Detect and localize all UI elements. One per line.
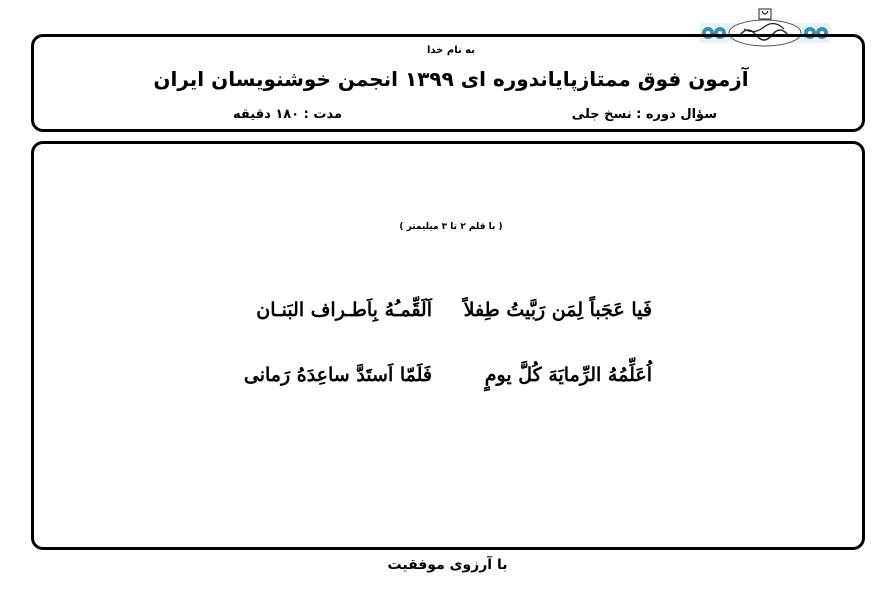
verse-1-left: اَلَقِّمـُهُ بِاَطـراف البَنـان xyxy=(256,299,432,321)
course-label: سؤال دوره : نسخ جلی xyxy=(571,107,717,122)
pen-instruction: ( با قلم ۲ تا ۳ میلیمتر ) xyxy=(399,222,503,232)
basmala: به نام خدا xyxy=(426,45,476,56)
exam-title: آزمون فوق ممتازپایاندوره ای ۱۳۹۹ انجمن خوشنویسان ایران xyxy=(153,67,749,91)
header-box xyxy=(31,34,865,132)
footer-wish: با آرزوی موفقیت xyxy=(387,557,508,573)
exam-body-box xyxy=(31,141,865,550)
verse-1-right: فَیا عَجَباً لِمَن رَبَّیتُ طِفلاً xyxy=(463,299,652,321)
verse-2-left: فَلَمّا اَستَدَّ ساعِدَهُ رَمانی xyxy=(243,364,432,386)
duration-label: مدت : ۱۸۰ دقیقه xyxy=(233,107,342,122)
verse-2-right: اُعَلِّمُهُ الرِّمایَهَ کُلَّ یومٍ xyxy=(484,364,652,386)
